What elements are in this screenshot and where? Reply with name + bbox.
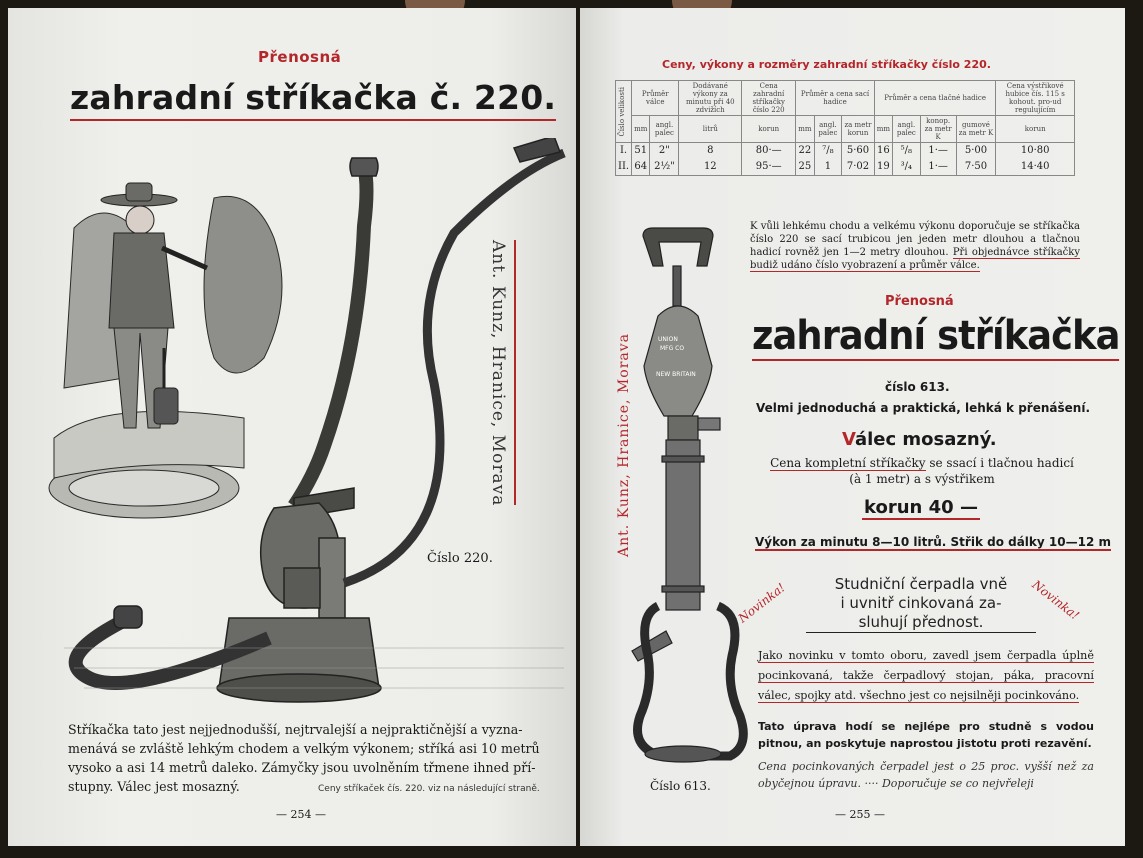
cell: 25	[796, 159, 814, 176]
left-vertical-rule	[514, 240, 516, 505]
cell: ⁷/₈	[814, 143, 842, 160]
product-description: Velmi jednoduchá a praktická, lehká k přenášení.	[756, 401, 1091, 415]
pump-label-new-britain: NEW BRITAIN	[656, 371, 696, 378]
cell: 1·—	[920, 143, 956, 160]
th-nozzle: Cena výstřikové hubice čís. 115 s kohout. pro-ud regulujícím	[996, 81, 1075, 116]
left-title: zahradní stříkačka č. 220.	[70, 78, 556, 121]
product-number: číslo 613.	[885, 380, 950, 394]
recommendation-text: K vůli lehkému chodu a velkému výkonu doporučuje se stříkačka číslo 220 se sací trubicou jen jeden metr dlouhou a tlačnou hadicí rovněž jen 1—2 metry dlouhou.	[750, 221, 1080, 258]
pump-label-union: UNION	[658, 336, 678, 343]
cell: 1·—	[920, 159, 956, 176]
novelty-paragraph	[758, 646, 1094, 706]
finish-paragraph: Tato úprava hodí se nejlépe pro studně s vodou pitnou, an poskytuje naprostou jistotu proti rezavění.	[758, 720, 1094, 750]
cell: 95·—	[742, 159, 796, 176]
body-line-4: stupny. Válec jest mosazný.	[68, 779, 240, 794]
price-value: 40 —	[922, 497, 978, 518]
th-size: Číslo velikosti	[616, 81, 632, 143]
cell: 10·80	[996, 143, 1075, 160]
unit: angl. palec	[814, 116, 842, 143]
novelty-text: Jako novinku v tomto oboru, zavedl jsem čerpadla úplně pocinkovaná, takže čerpadlový stojan, páka, pracovní válec, spojky atd. všechno jest co nejsilněji pocinkováno.	[758, 649, 1094, 702]
th-pressure: Průměr a cena tlačné hadice	[874, 81, 996, 116]
unit: za metr korun	[842, 116, 875, 143]
material-initial: V	[842, 429, 855, 450]
pump-613-illustration	[618, 226, 748, 786]
cell: 2½"	[650, 159, 679, 176]
unit: angl. palec	[893, 116, 921, 143]
unit: mm	[874, 116, 892, 143]
table-title: Ceny, výkony a rozměry zahradní stříkačky číslo 220.	[662, 58, 991, 71]
th-suction: Průměr a cena sací hadice	[796, 81, 874, 116]
pump-heading-line-1: Studniční čerpadla vně	[834, 575, 1008, 593]
unit: konop. za metr K	[920, 116, 956, 143]
cell: 12	[679, 159, 742, 176]
right-title: zahradní stříkačka	[752, 313, 1120, 359]
cell: I.	[616, 143, 632, 160]
cell: ⁵/₈	[893, 143, 921, 160]
right-subtitle: Přenosná	[885, 294, 954, 309]
cell: ³/₄	[893, 159, 921, 176]
cell: 2"	[650, 143, 679, 160]
body-line-1: Stříkačka tato jest nejjednodušší, nejtrvalejší a nejpraktičnější a vyzna-	[68, 722, 523, 737]
th-price: Cena zahradní stříkačky číslo 220	[742, 81, 796, 116]
th-diameter: Průměr válce	[632, 81, 679, 116]
material-rest: álec mosazný.	[854, 429, 997, 450]
body-line-3: vysoko a asi 14 metrů daleko. Zámyčky jsou uvolněním třmene ihned pří-	[68, 760, 536, 775]
price-word: korun	[864, 497, 923, 518]
right-vertical-imprint: Ant. Kunz, Hranice, Morava	[616, 333, 632, 557]
pump-label-mfg: MFG CO	[660, 345, 685, 352]
price-desc-underlined: Cena kompletní stříkačky	[770, 456, 926, 470]
cell: 7·02	[842, 159, 875, 176]
galvanized-pumps-heading	[806, 575, 1036, 633]
left-page	[8, 8, 576, 846]
cell: 16	[874, 143, 892, 160]
pump-heading-line-2: i uvnitř cinkovaná za-	[840, 594, 1002, 612]
cell: 80·—	[742, 143, 796, 160]
unit: korun	[742, 116, 796, 143]
body-line-2: menává se zvláště lehkým chodem a velkým výkonem; stříká asi 10 metrů	[68, 741, 540, 756]
price-desc-rest: se ssací i tlačnou hadicí	[925, 456, 1074, 470]
price	[862, 497, 980, 520]
cell: 14·40	[996, 159, 1075, 176]
unit: angl. palec	[650, 116, 679, 143]
unit: korun	[996, 116, 1075, 143]
left-figure-caption: Číslo 220.	[427, 551, 493, 566]
unit: litrů	[679, 116, 742, 143]
unit: mm	[796, 116, 814, 143]
cell: 51	[632, 143, 650, 160]
cell: 22	[796, 143, 814, 160]
cell: 8	[679, 143, 742, 160]
material-line	[842, 429, 997, 450]
unit: mm	[632, 116, 650, 143]
cell: 19	[874, 159, 892, 176]
spec-table	[615, 80, 1075, 176]
table-row	[616, 143, 1075, 160]
novinka-badge-left: Novinka!	[735, 580, 788, 626]
left-page-number: — 254 —	[276, 808, 326, 821]
table-header-row	[616, 81, 1075, 116]
table-row	[616, 159, 1075, 176]
cell: 5·00	[956, 143, 996, 160]
order-note: Při objednávce stříkačky budiž udáno číslo vyobrazení a průměr válce.	[750, 247, 1080, 271]
th-output: Dodávané výkony za minutu při 40 zdvižích	[679, 81, 742, 116]
cell: II.	[616, 159, 632, 176]
price-desc-line2: (à 1 metr) a s výstřikem	[849, 472, 995, 486]
unit: gumové za metr K	[956, 116, 996, 143]
cell: 5·60	[842, 143, 875, 160]
recommendation-paragraph	[750, 220, 1080, 272]
left-footnote: Ceny stříkaček čís. 220. viz na následující straně.	[318, 784, 540, 794]
right-figure-caption: Číslo 613.	[650, 779, 711, 793]
pump-heading-line-3: sluhují přednost.	[806, 613, 1036, 633]
galvanized-price-paragraph: Cena pocinkovaných čerpadel jest o 25 proc. vyšší než za obyčejnou úpravu. ···· Doporučuje se co nejvřeleji	[758, 760, 1094, 790]
price-description	[754, 455, 1090, 487]
novinka-badge-right: Novinka!	[1029, 577, 1082, 623]
cell: 1	[814, 159, 842, 176]
left-vertical-imprint: Ant. Kunz, Hranice, Morava	[488, 240, 508, 507]
right-page-number: — 255 —	[835, 808, 885, 821]
cell: 64	[632, 159, 650, 176]
left-subtitle: Přenosná	[258, 48, 342, 66]
table-units-row	[616, 116, 1075, 143]
cell: 7·50	[956, 159, 996, 176]
right-page	[580, 8, 1125, 846]
performance-line: Výkon za minutu 8—10 litrů. Střik do dálky 10—12 m	[755, 535, 1111, 549]
